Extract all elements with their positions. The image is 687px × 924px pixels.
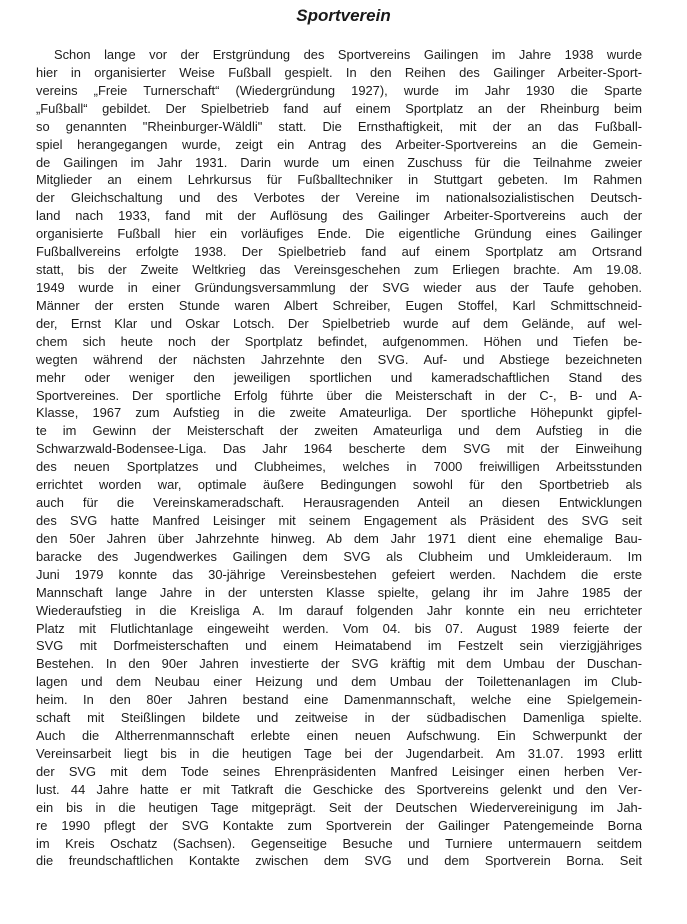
text-line: re 1990 pflegt der SVG Kontakte zum Sportverein der Gailinger Patengemeinde Borna — [36, 817, 642, 833]
text-line: ein bis in die heutigen Tage mitgeprägt. Seit der Deutschen Wiedervereinigung im Jah- — [36, 799, 642, 815]
text-line: lust. 44 Jahre hatte er mit Tatkraft die Geschicke des Sportvereins gelenkt und den Ver- — [36, 781, 642, 797]
text-line: der Gleichschaltung und des Verbotes der Vereine im nationalsozialistischen Deutsch- — [36, 190, 642, 206]
text-line: Männer der ersten Stunde waren Albert Schreiber, Eugen Stoffel, Karl Schmittschneid- — [36, 297, 642, 313]
text-line: spiel herangegangen wurde, zeigt ein Antrag des Arbeiter-Sportvereins an die Gemein- — [36, 136, 642, 152]
text-line: te im Gewinn der Meisterschaft der zweiten Amateurliga und dem Aufstieg in die — [36, 423, 642, 439]
text-line: statt, bis der Zweite Weltkrieg das Vereinsgeschehen zum Erliegen brachte. Am 19.08. — [36, 262, 642, 278]
text-line: mehr oder weniger den jeweiligen sportlichen und kameradschaftlichen Stand des — [36, 369, 642, 385]
text-line: „Fußball“ gebildet. Der Spielbetrieb fand auf einem Sportplatz an der Rheinburg beim — [36, 100, 642, 116]
text-line: Vereinsarbeit liegt bis in die heutigen Tage bei der Jugendarbeit. Am 31.07. 1993 erlitt — [36, 745, 642, 761]
text-line: Juni 1979 konnte das 30-jährige Vereinsbestehen gefeiert werden. Nachdem die erste — [36, 566, 642, 582]
text-line: auch für die Vereinskameradschaft. Herausragenden Anteil an diesen Entwicklungen — [36, 495, 642, 511]
text-line: Mitglieder an einem Lehrkursus für Fußballtechniker in Stuttgart gebeten. Im Rahmen — [36, 172, 642, 188]
text-line: SVG mit Dorfmeisterschaften und einem Heimatabend im Festzelt sein vierzigjähriges — [36, 638, 642, 654]
text-line: 1949 wurde in einer Gründungsversammlung der SVG wieder aus der Taufe gehoben. — [36, 279, 642, 295]
text-line: Schwarzwald-Bodensee-Liga. Das Jahr 1964 bescherte dem SVG mit der Einweihung — [36, 441, 642, 457]
page-title: Sportverein — [296, 6, 391, 25]
text-line: den 50er Jahren über Jahrzehnte hinweg. Ab dem Jahr 1971 dient eine ehemalige Bau- — [36, 530, 642, 546]
text-line: Wiederaufstieg in die Kreisliga A. Im darauf folgenden Jahr konnte ein neu errichteter — [36, 602, 642, 618]
text-line: vereins „Freie Turnerschaft“ (Wiedergründung 1927), wurde im Jahr 1930 die Sparte — [36, 82, 642, 98]
text-line: chem sich heute noch der Sportplatz befindet, aufgenommen. Höhen und Tiefen be- — [36, 333, 642, 349]
text-line: des SVG hatte Manfred Leisinger mit seinem Engagement als Präsident des SVG seit — [36, 512, 642, 528]
text-line: de Gailingen im Jahr 1931. Darin wurde um einen Zuschuss für die Teilnahme zweier — [36, 154, 642, 170]
text-line: so genannten "Rheinburger-Wäldli" statt. Die Ernsthaftigkeit, mit der an das Fußball- — [36, 118, 642, 134]
text-line: land nach 1933, fand mit der Auflösung des Gailinger Arbeiter-Sportvereins auch der — [36, 208, 642, 224]
text-line: organisierte Fußball hier ein vorläufiges Ende. Die eigentliche Gründung eines Gailinger — [36, 226, 642, 242]
text-line: hier in organisierter Weise Fußball gespielt. In den Reihen des Gailinger Arbeiter-Sport- — [36, 64, 642, 80]
text-line: errichtet worden war, optimale äußere Bedingungen sowohl für den Sportbetrieb als — [36, 477, 642, 493]
text-line: Klasse, 1967 zum Aufstieg in die zweite Amateurliga. Der sportliche Höhepunkt gipfel- — [36, 405, 642, 421]
text-line: Platz mit Flutlichtanlage eingeweiht werden. Vom 04. bis 07. August 1989 feierte der — [36, 620, 642, 636]
body-text — [36, 46, 642, 870]
text-line: Auch die Altherrenmannschaft erlebte einen neuen Aufschwung. Ein Schwerpunkt der — [36, 728, 642, 744]
text-line: Mannschaft lange Jahre in der untersten Klasse spielte, gelang ihr im Jahre 1985 der — [36, 584, 642, 600]
text-line: Schon lange vor der Erstgründung des Sportvereins Gailingen im Jahre 1938 wurde — [54, 47, 642, 62]
text-line: schaft mit Steißlingen bildete und zeitweise in der südbadischen Damenliga spielte. — [36, 710, 642, 726]
text-line: im Kreis Oschatz (Sachsen). Gegenseitige Besuche und Turniere untermauern seitdem — [36, 835, 642, 851]
text-line: baracke des Jugendwerkes Gailingen dem SVG als Clubheim und Umkleideraum. Im — [36, 548, 642, 564]
text-line: Fußballvereins erfolgte 1938. Der Spielbetrieb fand auf einem Sportplatz am Ortsrand — [36, 244, 642, 260]
text-line: Sportvereines. Der sportliche Erfolg führte über die Meisterschaft in der C-, B- und A- — [36, 387, 642, 403]
text-line: lagen und dem Neubau einer Heizung und dem Umbau der Toilettenanlagen im Club- — [36, 674, 642, 690]
text-line: die freundschaftlichen Kontakte zwischen dem SVG und dem Sportverein Borna. Seit — [36, 853, 642, 869]
text-line: heim. In den 80er Jahren bestand eine Damenmannschaft, welche eine Spielgemein- — [36, 692, 642, 708]
text-line: wegten während der nächsten Jahrzehnte den SVG. Auf- und Abstiege bezeichneten — [36, 351, 642, 367]
text-line: des neuen Sportplatzes und Clubheimes, welches in 7000 freiwilligen Arbeitsstunden — [36, 459, 642, 475]
text-line: Bestehen. In den 90er Jahren investierte der SVG kräftig mit dem Umbau der Duschan- — [36, 656, 642, 672]
text-line: der, Ernst Klar und Oskar Lotsch. Der Spielbetrieb wurde auf dem Gelände, auf wel- — [36, 315, 642, 331]
text-line: der SVG mit dem Tode seines Ehrenpräsidenten Manfred Leisinger einen herben Ver- — [36, 763, 642, 779]
